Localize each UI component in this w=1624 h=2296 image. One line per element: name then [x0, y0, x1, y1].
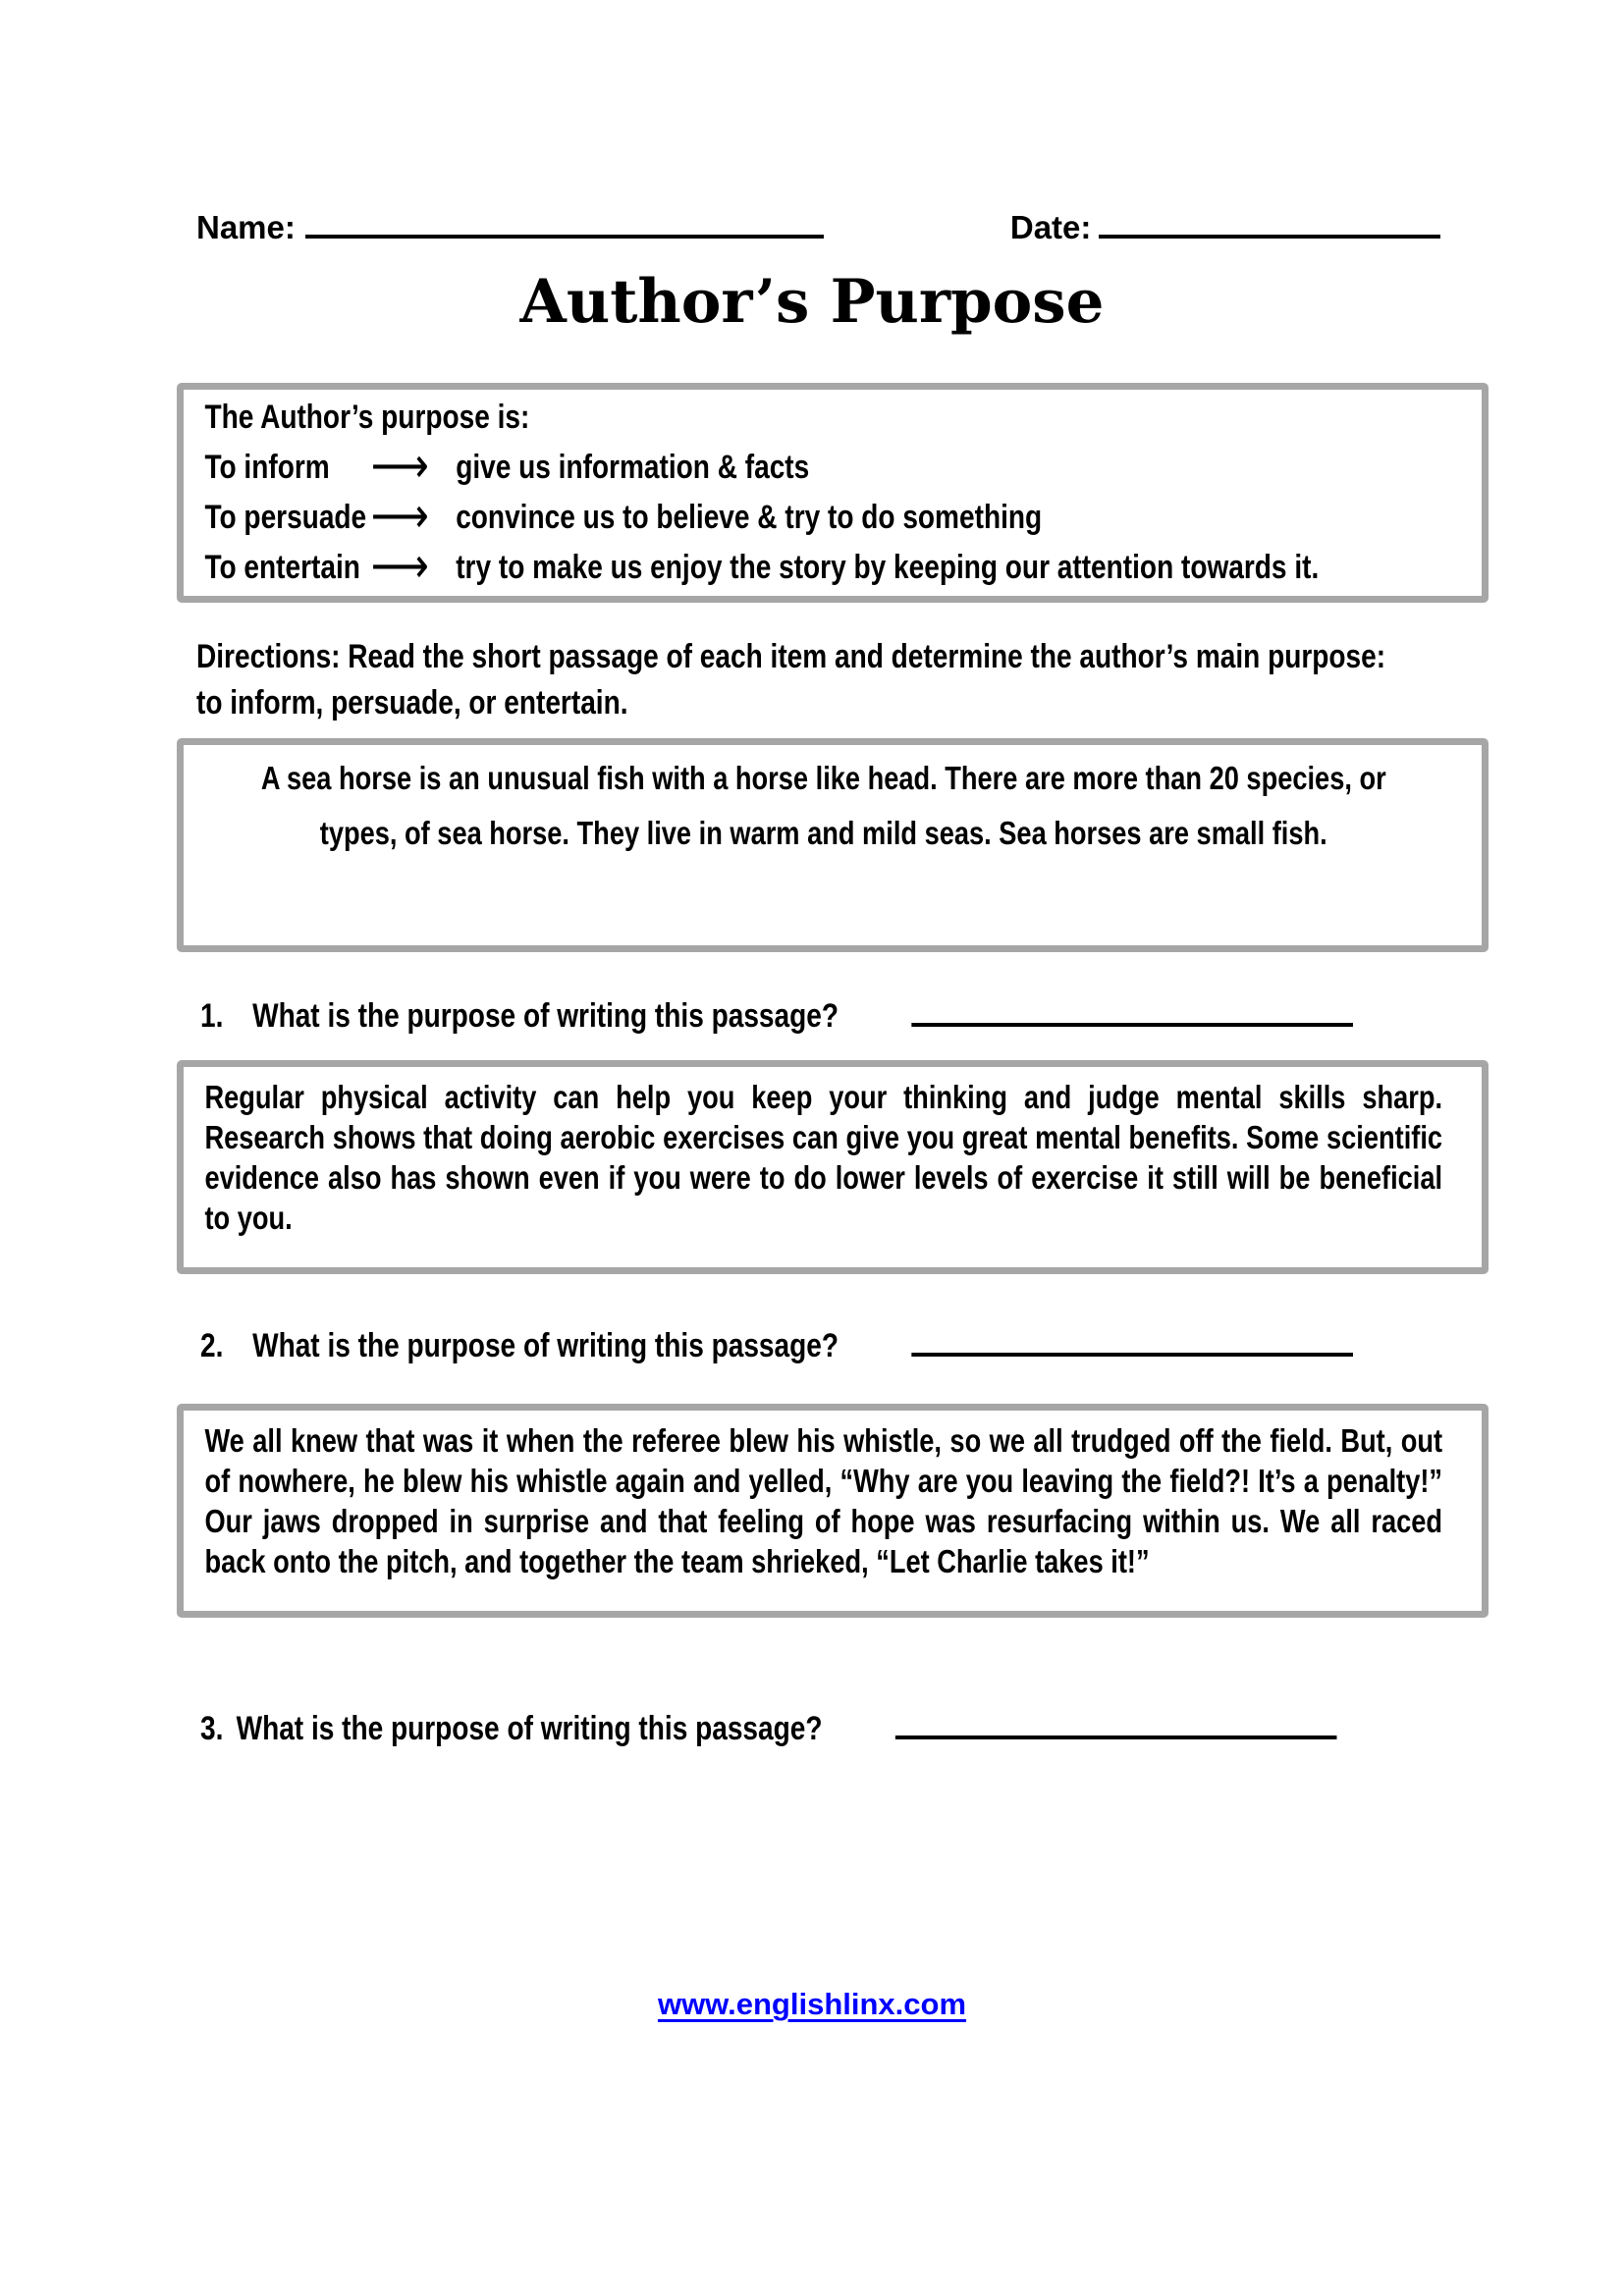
question-number: 1. — [200, 997, 224, 1035]
definition-description: try to make us enjoy the story by keeping our attention towards it. — [456, 549, 1320, 586]
question-3 — [200, 1702, 1624, 1747]
passage-1-line-2: types, of sea horse. They live in warm and mild seas. Sea horses are small fish. — [319, 815, 1327, 851]
definition-term: To persuade — [204, 499, 367, 536]
question-text: What is the purpose of writing this passage? — [236, 1710, 823, 1747]
directions-text: Directions: Read the short passage of each item and determine the author’s main purpose: to inform, persuade, or entertain. — [196, 638, 1386, 721]
passage-1-line-1: A sea horse is an unusual fish with a horse like head. There are more than 20 species, or — [260, 760, 1386, 796]
long-right-arrow-icon: ⟶ — [370, 536, 429, 594]
question-2 — [200, 1319, 1624, 1364]
name-blank-line — [305, 201, 824, 239]
long-right-arrow-icon: ⟶ — [370, 486, 429, 544]
long-right-arrow-icon: ⟶ — [370, 436, 429, 494]
question-text: What is the purpose of writing this passage? — [252, 1327, 839, 1364]
purpose-definitions-box — [177, 383, 1489, 603]
definition-description: give us information & facts — [456, 449, 810, 486]
passage-2-text: Regular physical activity can help you keep your thinking and judge mental skills sharp. Research shows that doing aerobic exercises can give you great mental benefits. Some scientific evidence also has shown even if you were to do lower levels of exercise it still will be beneficial to you. — [204, 1079, 1443, 1236]
definition-row-inform — [184, 436, 1482, 494]
answer-blank-line — [895, 1702, 1337, 1739]
definition-term: To inform — [204, 449, 330, 486]
passage-box-2 — [177, 1060, 1489, 1274]
page-title: Author’s Purpose — [519, 267, 1105, 337]
question-number: 3. — [200, 1710, 224, 1747]
footer — [0, 1987, 1624, 2022]
question-text: What is the purpose of writing this passage? — [252, 997, 839, 1035]
definition-row-entertain — [184, 536, 1482, 594]
passage-box-3 — [177, 1404, 1489, 1618]
definition-term: To entertain — [204, 549, 360, 586]
question-number: 2. — [200, 1327, 224, 1364]
question-1 — [200, 989, 1624, 1035]
answer-blank-line — [911, 989, 1353, 1027]
date-label: Date: — [1009, 209, 1092, 245]
answer-blank-line — [911, 1319, 1353, 1357]
date-blank-line — [1099, 201, 1440, 239]
name-label: Name: — [196, 209, 296, 245]
passage-3-text: We all knew that was it when the referee blew his whistle, so we all trudged off the field. But, out of nowhere, he blew his whistle again and yelled, “Why are you leaving the field?! It’s a penalty!” Our jaws dropped in surprise and that feeling of hope was resurfacing within us. We all raced back onto the pitch, and together the team shrieked, “Let Charlie takes it!” — [204, 1422, 1443, 1579]
definitions-heading: The Author’s purpose is: — [204, 399, 530, 436]
definition-description: convince us to believe & try to do something — [456, 499, 1043, 536]
passage-box-1 — [177, 738, 1489, 952]
definition-row-persuade — [184, 486, 1482, 544]
name-date-row — [196, 0, 1624, 245]
englishlinx-link[interactable]: www.englishlinx.com — [657, 1987, 967, 2021]
